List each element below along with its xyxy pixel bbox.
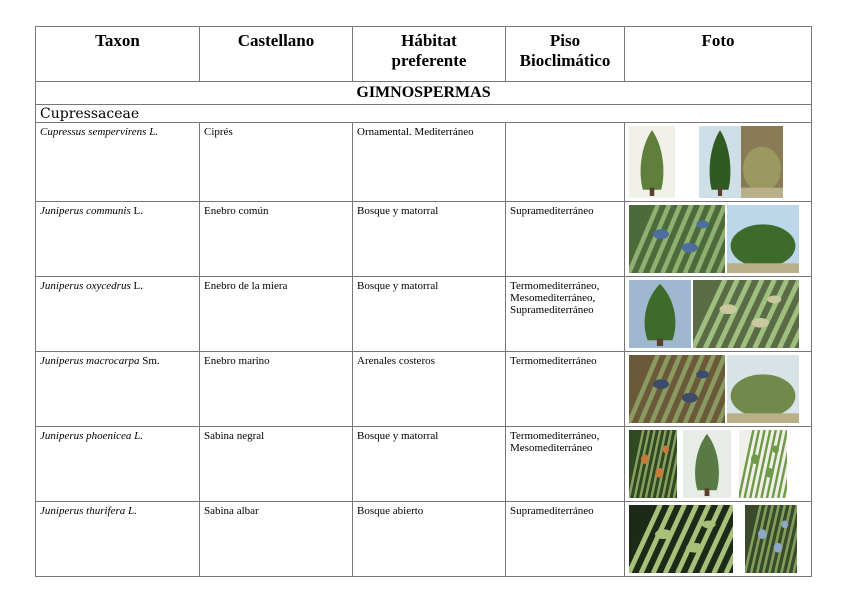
habitat-cell: Bosque y matorral bbox=[353, 202, 506, 277]
piso-line: Mesomediterráneo, bbox=[510, 292, 596, 304]
taxon-author: Sm. bbox=[142, 355, 160, 367]
species-photo-1 bbox=[629, 355, 725, 423]
taxon-author: L. bbox=[133, 205, 143, 217]
habitat-cell: Bosque y matorral bbox=[353, 277, 506, 352]
taxon-name: Juniperus thurifera bbox=[40, 505, 126, 517]
species-row bbox=[36, 352, 812, 427]
common-cell: Enebro marino bbox=[200, 352, 353, 427]
species-row bbox=[36, 277, 812, 352]
species-photo-1 bbox=[629, 430, 677, 498]
taxon-name: Cupressus sempervirens bbox=[40, 126, 147, 138]
piso-line: Termomediterráneo, bbox=[510, 430, 600, 442]
header-foto: Foto bbox=[625, 27, 812, 82]
species-photo-1 bbox=[629, 205, 725, 273]
header-taxon: Taxon bbox=[36, 27, 200, 82]
taxon-cell bbox=[36, 277, 200, 352]
taxon-author: L. bbox=[133, 280, 143, 292]
photo-cell bbox=[625, 123, 812, 202]
habitat-cell: Bosque y matorral bbox=[353, 427, 506, 502]
header-piso-l2: Bioclimático bbox=[519, 51, 611, 70]
taxon-name: Juniperus phoenicea bbox=[40, 430, 132, 442]
species-row bbox=[36, 427, 812, 502]
taxon-name: Juniperus communis bbox=[40, 205, 131, 217]
piso-line: Supramediterráneo bbox=[510, 505, 594, 517]
header-habitat-l1: Hábitat bbox=[401, 31, 457, 50]
piso-line: Supramediterráneo bbox=[510, 205, 594, 217]
taxon-cell bbox=[36, 352, 200, 427]
piso-cell bbox=[506, 123, 625, 202]
photo-cell bbox=[625, 277, 812, 352]
habitat-cell: Arenales costeros bbox=[353, 352, 506, 427]
species-photo-2 bbox=[683, 430, 731, 498]
piso-line: Supramediterráneo bbox=[510, 304, 594, 316]
section-row bbox=[36, 82, 812, 105]
taxon-name: Juniperus macrocarpa bbox=[40, 355, 140, 367]
piso-line: Mesomediterráneo bbox=[510, 442, 593, 454]
common-cell: Enebro de la miera bbox=[200, 277, 353, 352]
header-habitat bbox=[353, 27, 506, 82]
piso-cell bbox=[506, 202, 625, 277]
species-row bbox=[36, 123, 812, 202]
habitat-cell: Ornamental. Mediterráneo bbox=[353, 123, 506, 202]
piso-cell bbox=[506, 427, 625, 502]
species-photo-2 bbox=[727, 355, 799, 423]
habitat-cell: Bosque abierto bbox=[353, 502, 506, 577]
taxon-author: L. bbox=[149, 126, 159, 138]
species-photo-3 bbox=[739, 430, 787, 498]
common-cell: Sabina negral bbox=[200, 427, 353, 502]
taxon-cell bbox=[36, 427, 200, 502]
family-row bbox=[36, 105, 812, 123]
species-photo-2 bbox=[699, 126, 741, 198]
species-photo-2 bbox=[727, 205, 799, 273]
header-piso bbox=[506, 27, 625, 82]
photo-cell bbox=[625, 427, 812, 502]
common-cell: Ciprés bbox=[200, 123, 353, 202]
species-row bbox=[36, 202, 812, 277]
common-cell: Enebro común bbox=[200, 202, 353, 277]
species-photo-2 bbox=[745, 505, 797, 573]
species-photo-1 bbox=[629, 505, 733, 573]
species-row bbox=[36, 502, 812, 577]
header-piso-l1: Piso bbox=[549, 31, 581, 50]
photo-cell bbox=[625, 502, 812, 577]
header-castellano: Castellano bbox=[200, 27, 353, 82]
section-title: GIMNOSPERMAS bbox=[36, 82, 812, 105]
photo-cell bbox=[625, 352, 812, 427]
taxon-cell bbox=[36, 123, 200, 202]
species-photo-1 bbox=[629, 280, 691, 348]
piso-cell bbox=[506, 277, 625, 352]
taxon-author: L. bbox=[128, 505, 137, 517]
piso-line: Termomediterráneo, bbox=[510, 280, 600, 292]
photo-cell bbox=[625, 202, 812, 277]
header-habitat-l2: preferente bbox=[391, 51, 467, 70]
taxon-cell bbox=[36, 202, 200, 277]
taxon-name: Juniperus oxycedrus bbox=[40, 280, 131, 292]
piso-cell bbox=[506, 502, 625, 577]
species-table bbox=[35, 26, 812, 577]
species-photo-1 bbox=[629, 126, 675, 198]
header-row bbox=[36, 27, 812, 82]
species-photo-2 bbox=[693, 280, 799, 348]
species-photo-3 bbox=[741, 126, 783, 198]
piso-cell bbox=[506, 352, 625, 427]
family-title: Cupressaceae bbox=[36, 105, 812, 123]
piso-line: Termomediterráneo bbox=[510, 355, 597, 367]
taxon-cell bbox=[36, 502, 200, 577]
common-cell: Sabina albar bbox=[200, 502, 353, 577]
taxon-author: L. bbox=[134, 430, 143, 442]
